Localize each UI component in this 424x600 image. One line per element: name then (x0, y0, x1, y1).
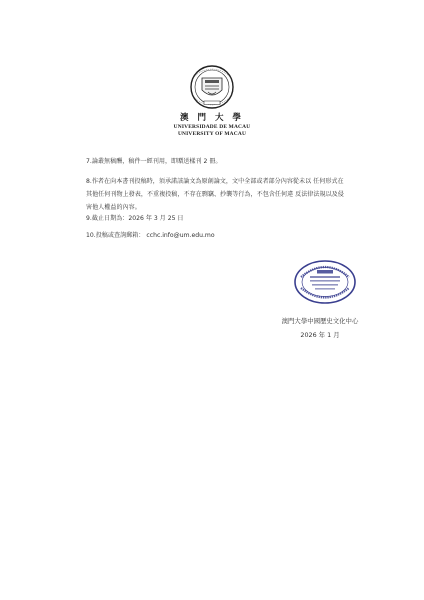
paragraph-item-8: 8.作者在向本書刊投稿時，須承諾該論文為原創論文，文中全部或者部分內容從未以 任何形式在其他任何刊物上發表，不重複投稿，不存在剽竊、抄襲等行為，不包含任何違 反法律法規以及侵害他人權益的內容。 (86, 178, 344, 212)
official-seal-stamp (293, 259, 357, 305)
paragraph-item-9: 9.截止日期為：2026 年 3 月 25 日 (86, 215, 184, 222)
university-crest-logo (178, 64, 246, 110)
university-name-chinese: 澳 門 大 學 (180, 113, 244, 123)
university-name-english: UNIVERSITY OF MACAU (177, 131, 247, 137)
signature-organization: 澳門大學中國歷史文化中心 (281, 317, 359, 325)
paragraph-item-10: 10.投稿或查詢郵箱： cchc.info@um.edu.mo (86, 232, 215, 239)
university-name-portuguese: UNIVERSIDADE DE MACAU (173, 124, 251, 130)
paragraph-item-7: 7.論叢無稿酬，稿件一經刊用，即贈送樣刊 2 冊。 (86, 158, 222, 165)
signature-date: 2026 年 1 月 (300, 331, 340, 339)
